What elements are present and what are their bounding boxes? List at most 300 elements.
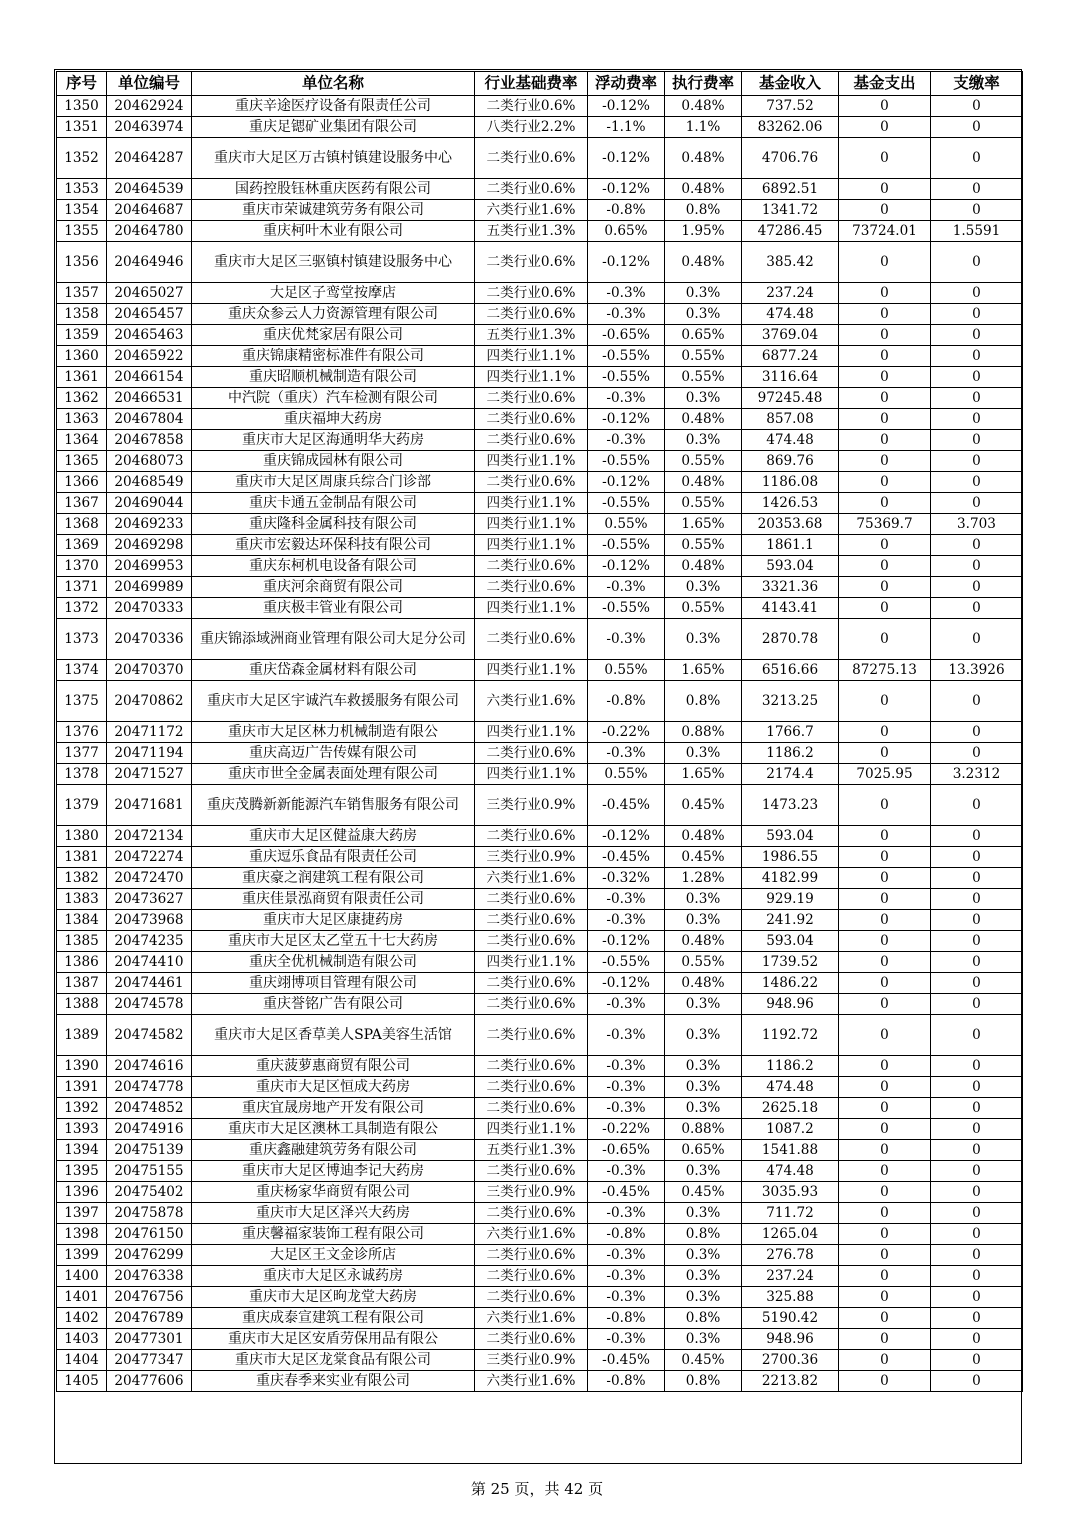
unit-name-cell: 重庆市大足区昫龙堂大药房 — [192, 1287, 475, 1308]
table-row — [57, 785, 1023, 826]
fund-income-cell: 3116.64 — [742, 367, 839, 388]
fund-income-cell: 474.48 — [742, 304, 839, 325]
pay-ratio-cell: 0 — [931, 346, 1023, 367]
table-row — [57, 96, 1023, 117]
fund-expense-cell: 0 — [839, 973, 931, 994]
unit-name-cell: 重庆市大足区康捷药房 — [192, 910, 475, 931]
table-row — [57, 283, 1023, 304]
exec-rate-cell: 0.3% — [665, 1077, 742, 1098]
table-row — [57, 1140, 1023, 1161]
unit-code-cell: 20467804 — [107, 409, 192, 430]
fund-expense-cell: 0 — [839, 179, 931, 200]
fund-income-cell: 237.24 — [742, 283, 839, 304]
base-rate-cell: 四类行业1.1% — [475, 367, 588, 388]
fund-expense-cell: 0 — [839, 722, 931, 743]
base-rate-cell: 四类行业1.1% — [475, 535, 588, 556]
unit-name-cell: 重庆市大足区周康兵综合门诊部 — [192, 472, 475, 493]
exec-rate-cell: 0.8% — [665, 200, 742, 221]
exec-rate-cell: 0.3% — [665, 1245, 742, 1266]
fund-income-cell: 6877.24 — [742, 346, 839, 367]
base-rate-cell: 四类行业1.1% — [475, 598, 588, 619]
unit-name-cell: 重庆锦添域洲商业管理有限公司大足分公司 — [192, 619, 475, 660]
row-index-cell: 1392 — [57, 1098, 107, 1119]
table-row — [57, 660, 1023, 681]
unit-name-cell: 重庆市荣诚建筑劳务有限公司 — [192, 200, 475, 221]
float-rate-cell: -0.12% — [588, 179, 665, 200]
table-row — [57, 619, 1023, 660]
base-rate-cell: 四类行业1.1% — [475, 660, 588, 681]
exec-rate-cell: 0.8% — [665, 1224, 742, 1245]
pay-ratio-cell: 0 — [931, 952, 1023, 973]
exec-rate-cell: 0.3% — [665, 388, 742, 409]
unit-code-cell: 20465463 — [107, 325, 192, 346]
row-index-cell: 1375 — [57, 681, 107, 722]
float-rate-cell: -0.3% — [588, 1015, 665, 1056]
row-index-cell: 1365 — [57, 451, 107, 472]
table-row — [57, 868, 1023, 889]
unit-name-cell: 重庆市大足区安盾劳保用品有限公 — [192, 1329, 475, 1350]
exec-rate-cell: 0.3% — [665, 430, 742, 451]
unit-code-cell: 20474852 — [107, 1098, 192, 1119]
fund-income-cell: 869.76 — [742, 451, 839, 472]
fund-expense-cell: 0 — [839, 598, 931, 619]
table-row — [57, 847, 1023, 868]
exec-rate-cell: 0.3% — [665, 1287, 742, 1308]
row-index-cell: 1364 — [57, 430, 107, 451]
base-rate-cell: 四类行业1.1% — [475, 764, 588, 785]
pay-ratio-cell: 0 — [931, 785, 1023, 826]
row-index-cell: 1363 — [57, 409, 107, 430]
base-rate-cell: 二类行业0.6% — [475, 1098, 588, 1119]
row-index-cell: 1377 — [57, 743, 107, 764]
unit-code-cell: 20476789 — [107, 1308, 192, 1329]
float-rate-cell: -0.3% — [588, 994, 665, 1015]
pay-ratio-cell: 0 — [931, 994, 1023, 1015]
unit-code-cell: 20468073 — [107, 451, 192, 472]
float-rate-cell: -0.32% — [588, 868, 665, 889]
unit-code-cell: 20474916 — [107, 1119, 192, 1140]
exec-rate-cell: 0.88% — [665, 722, 742, 743]
unit-name-cell: 重庆市大足区健益康大药房 — [192, 826, 475, 847]
fund-expense-cell: 0 — [839, 1266, 931, 1287]
unit-name-cell: 重庆春季来实业有限公司 — [192, 1371, 475, 1392]
table-row — [57, 1371, 1023, 1392]
float-rate-cell: 0.65% — [588, 221, 665, 242]
base-rate-cell: 二类行业0.6% — [475, 577, 588, 598]
fund-expense-cell: 0 — [839, 451, 931, 472]
row-index-cell: 1385 — [57, 931, 107, 952]
float-rate-cell: -0.12% — [588, 931, 665, 952]
unit-name-cell: 重庆锦成园林有限公司 — [192, 451, 475, 472]
exec-rate-cell: 0.45% — [665, 847, 742, 868]
exec-rate-cell: 1.28% — [665, 868, 742, 889]
fund-income-cell: 1473.23 — [742, 785, 839, 826]
fund-expense-cell: 0 — [839, 743, 931, 764]
col-header-pay-ratio: 支缴率 — [931, 72, 1023, 96]
table-row — [57, 1077, 1023, 1098]
fund-income-cell: 1766.7 — [742, 722, 839, 743]
fund-expense-cell: 0 — [839, 242, 931, 283]
row-index-cell: 1361 — [57, 367, 107, 388]
pay-ratio-cell: 0 — [931, 910, 1023, 931]
float-rate-cell: -0.8% — [588, 200, 665, 221]
base-rate-cell: 二类行业0.6% — [475, 430, 588, 451]
row-index-cell: 1360 — [57, 346, 107, 367]
fund-expense-cell: 0 — [839, 325, 931, 346]
unit-code-cell: 20469233 — [107, 514, 192, 535]
pay-ratio-cell: 0 — [931, 304, 1023, 325]
base-rate-cell: 三类行业0.9% — [475, 1182, 588, 1203]
unit-name-cell: 重庆优梵家居有限公司 — [192, 325, 475, 346]
exec-rate-cell: 0.48% — [665, 96, 742, 117]
pay-ratio-cell: 0 — [931, 826, 1023, 847]
unit-code-cell: 20474616 — [107, 1056, 192, 1077]
exec-rate-cell: 0.8% — [665, 1308, 742, 1329]
exec-rate-cell: 0.3% — [665, 1056, 742, 1077]
float-rate-cell: -0.45% — [588, 785, 665, 826]
table-row — [57, 1182, 1023, 1203]
float-rate-cell: -0.3% — [588, 283, 665, 304]
fund-expense-cell: 0 — [839, 577, 931, 598]
exec-rate-cell: 0.48% — [665, 931, 742, 952]
unit-name-cell: 重庆市大足区永诚药房 — [192, 1266, 475, 1287]
base-rate-cell: 三类行业0.9% — [475, 847, 588, 868]
unit-name-cell: 重庆市大足区泽兴大药房 — [192, 1203, 475, 1224]
pay-ratio-cell: 0 — [931, 325, 1023, 346]
exec-rate-cell: 0.48% — [665, 138, 742, 179]
row-index-cell: 1383 — [57, 889, 107, 910]
table-row — [57, 367, 1023, 388]
fund-expense-cell: 0 — [839, 1140, 931, 1161]
row-index-cell: 1380 — [57, 826, 107, 847]
pay-ratio-cell: 0 — [931, 430, 1023, 451]
fund-expense-cell: 0 — [839, 346, 931, 367]
pay-ratio-cell: 0 — [931, 138, 1023, 179]
exec-rate-cell: 0.48% — [665, 409, 742, 430]
float-rate-cell: -0.65% — [588, 1140, 665, 1161]
exec-rate-cell: 1.95% — [665, 221, 742, 242]
exec-rate-cell: 0.3% — [665, 1161, 742, 1182]
fund-expense-cell: 0 — [839, 1245, 931, 1266]
fund-expense-cell: 0 — [839, 1119, 931, 1140]
fund-expense-cell: 0 — [839, 785, 931, 826]
fund-expense-cell: 0 — [839, 1203, 931, 1224]
table-row — [57, 221, 1023, 242]
table-row — [57, 910, 1023, 931]
unit-code-cell: 20463974 — [107, 117, 192, 138]
col-header-unit-code: 单位编号 — [107, 72, 192, 96]
exec-rate-cell: 0.88% — [665, 1119, 742, 1140]
exec-rate-cell: 0.3% — [665, 994, 742, 1015]
table-row — [57, 1287, 1023, 1308]
base-rate-cell: 二类行业0.6% — [475, 889, 588, 910]
pay-ratio-cell: 0 — [931, 388, 1023, 409]
fund-income-cell: 1541.88 — [742, 1140, 839, 1161]
fund-expense-cell: 0 — [839, 952, 931, 973]
row-index-cell: 1379 — [57, 785, 107, 826]
unit-code-cell: 20465922 — [107, 346, 192, 367]
row-index-cell: 1403 — [57, 1329, 107, 1350]
exec-rate-cell: 0.3% — [665, 1329, 742, 1350]
unit-code-cell: 20476756 — [107, 1287, 192, 1308]
fund-income-cell: 20353.68 — [742, 514, 839, 535]
fund-income-cell: 737.52 — [742, 96, 839, 117]
base-rate-cell: 五类行业1.3% — [475, 1140, 588, 1161]
table-row — [57, 681, 1023, 722]
table-row — [57, 1161, 1023, 1182]
fund-income-cell: 3213.25 — [742, 681, 839, 722]
table-row — [57, 1119, 1023, 1140]
pay-ratio-cell: 0 — [931, 1015, 1023, 1056]
fund-table — [56, 71, 1023, 1392]
pay-ratio-cell: 0 — [931, 1140, 1023, 1161]
base-rate-cell: 二类行业0.6% — [475, 1287, 588, 1308]
float-rate-cell: -0.55% — [588, 367, 665, 388]
fund-income-cell: 385.42 — [742, 242, 839, 283]
row-index-cell: 1371 — [57, 577, 107, 598]
row-index-cell: 1372 — [57, 598, 107, 619]
fund-income-cell: 276.78 — [742, 1245, 839, 1266]
fund-expense-cell: 0 — [839, 138, 931, 179]
exec-rate-cell: 0.55% — [665, 952, 742, 973]
float-rate-cell: -0.3% — [588, 304, 665, 325]
unit-code-cell: 20470370 — [107, 660, 192, 681]
fund-expense-cell: 0 — [839, 1015, 931, 1056]
unit-code-cell: 20468549 — [107, 472, 192, 493]
fund-income-cell: 1192.72 — [742, 1015, 839, 1056]
pay-ratio-cell: 0 — [931, 1371, 1023, 1392]
pay-ratio-cell: 0 — [931, 1119, 1023, 1140]
pay-ratio-cell: 0 — [931, 889, 1023, 910]
unit-name-cell: 重庆市大足区澳林工具制造有限公 — [192, 1119, 475, 1140]
unit-name-cell: 重庆市大足区香草美人SPA美容生活馆 — [192, 1015, 475, 1056]
exec-rate-cell: 0.3% — [665, 304, 742, 325]
base-rate-cell: 二类行业0.6% — [475, 242, 588, 283]
table-row — [57, 931, 1023, 952]
row-index-cell: 1404 — [57, 1350, 107, 1371]
pay-ratio-cell: 0 — [931, 931, 1023, 952]
fund-expense-cell: 0 — [839, 493, 931, 514]
fund-expense-cell: 0 — [839, 200, 931, 221]
float-rate-cell: -0.3% — [588, 743, 665, 764]
fund-income-cell: 1486.22 — [742, 973, 839, 994]
unit-name-cell: 重庆众参云人力资源管理有限公司 — [192, 304, 475, 325]
base-rate-cell: 二类行业0.6% — [475, 1056, 588, 1077]
row-index-cell: 1388 — [57, 994, 107, 1015]
col-header-unit-name: 单位名称 — [192, 72, 475, 96]
base-rate-cell: 二类行业0.6% — [475, 96, 588, 117]
table-row — [57, 346, 1023, 367]
unit-name-cell: 重庆市大足区宇诚汽车救援服务有限公司 — [192, 681, 475, 722]
fund-income-cell: 857.08 — [742, 409, 839, 430]
base-rate-cell: 二类行业0.6% — [475, 304, 588, 325]
unit-code-cell: 20475878 — [107, 1203, 192, 1224]
float-rate-cell: -0.8% — [588, 1371, 665, 1392]
row-index-cell: 1359 — [57, 325, 107, 346]
row-index-cell: 1398 — [57, 1224, 107, 1245]
fund-income-cell: 2174.4 — [742, 764, 839, 785]
float-rate-cell: -0.12% — [588, 96, 665, 117]
fund-expense-cell: 0 — [839, 1161, 931, 1182]
table-row — [57, 889, 1023, 910]
base-rate-cell: 四类行业1.1% — [475, 514, 588, 535]
base-rate-cell: 二类行业0.6% — [475, 994, 588, 1015]
pay-ratio-cell: 0 — [931, 179, 1023, 200]
pay-ratio-cell: 0 — [931, 493, 1023, 514]
unit-name-cell: 重庆馨福家装饰工程有限公司 — [192, 1224, 475, 1245]
float-rate-cell: 0.55% — [588, 660, 665, 681]
pay-ratio-cell: 0 — [931, 117, 1023, 138]
row-index-cell: 1368 — [57, 514, 107, 535]
exec-rate-cell: 0.48% — [665, 826, 742, 847]
float-rate-cell: -0.45% — [588, 1350, 665, 1371]
unit-code-cell: 20473968 — [107, 910, 192, 931]
base-rate-cell: 二类行业0.6% — [475, 138, 588, 179]
float-rate-cell: -0.3% — [588, 577, 665, 598]
exec-rate-cell: 0.45% — [665, 1182, 742, 1203]
unit-code-cell: 20469298 — [107, 535, 192, 556]
unit-name-cell: 重庆市大足区万古镇村镇建设服务中心 — [192, 138, 475, 179]
base-rate-cell: 二类行业0.6% — [475, 1161, 588, 1182]
pay-ratio-cell: 3.2312 — [931, 764, 1023, 785]
fund-expense-cell: 0 — [839, 994, 931, 1015]
fund-expense-cell: 0 — [839, 619, 931, 660]
unit-code-cell: 20469989 — [107, 577, 192, 598]
pay-ratio-cell: 0 — [931, 1056, 1023, 1077]
unit-name-cell: 重庆卡通五金制品有限公司 — [192, 493, 475, 514]
pay-ratio-cell: 0 — [931, 556, 1023, 577]
fund-income-cell: 1986.55 — [742, 847, 839, 868]
float-rate-cell: -0.8% — [588, 1224, 665, 1245]
exec-rate-cell: 1.65% — [665, 764, 742, 785]
float-rate-cell: -0.3% — [588, 1266, 665, 1287]
float-rate-cell: -0.22% — [588, 1119, 665, 1140]
fund-income-cell: 5190.42 — [742, 1308, 839, 1329]
unit-name-cell: 重庆市大足区三驱镇村镇建设服务中心 — [192, 242, 475, 283]
fund-expense-cell: 0 — [839, 304, 931, 325]
table-row — [57, 1308, 1023, 1329]
float-rate-cell: -0.3% — [588, 388, 665, 409]
row-index-cell: 1378 — [57, 764, 107, 785]
unit-code-cell: 20469953 — [107, 556, 192, 577]
fund-income-cell: 6516.66 — [742, 660, 839, 681]
pay-ratio-cell: 0 — [931, 1224, 1023, 1245]
pay-ratio-cell: 0 — [931, 847, 1023, 868]
base-rate-cell: 三类行业0.9% — [475, 785, 588, 826]
fund-expense-cell: 0 — [839, 889, 931, 910]
fund-income-cell: 474.48 — [742, 430, 839, 451]
pay-ratio-cell: 0 — [931, 743, 1023, 764]
col-header-fund-income: 基金收入 — [742, 72, 839, 96]
exec-rate-cell: 0.55% — [665, 367, 742, 388]
row-index-cell: 1394 — [57, 1140, 107, 1161]
table-row — [57, 409, 1023, 430]
float-rate-cell: -0.3% — [588, 430, 665, 451]
base-rate-cell: 五类行业1.3% — [475, 221, 588, 242]
pay-ratio-cell: 0 — [931, 1182, 1023, 1203]
fund-expense-cell: 0 — [839, 847, 931, 868]
unit-name-cell: 重庆市大足区海通明华大药房 — [192, 430, 475, 451]
unit-name-cell: 重庆福坤大药房 — [192, 409, 475, 430]
row-index-cell: 1376 — [57, 722, 107, 743]
row-index-cell: 1384 — [57, 910, 107, 931]
fund-expense-cell: 0 — [839, 1077, 931, 1098]
exec-rate-cell: 0.3% — [665, 619, 742, 660]
unit-code-cell: 20476338 — [107, 1266, 192, 1287]
unit-code-cell: 20465457 — [107, 304, 192, 325]
float-rate-cell: -0.45% — [588, 1182, 665, 1203]
exec-rate-cell: 1.65% — [665, 660, 742, 681]
base-rate-cell: 六类行业1.6% — [475, 681, 588, 722]
base-rate-cell: 八类行业2.2% — [475, 117, 588, 138]
fund-income-cell: 83262.06 — [742, 117, 839, 138]
unit-name-cell: 重庆誉铭广告有限公司 — [192, 994, 475, 1015]
pay-ratio-cell: 0 — [931, 1266, 1023, 1287]
float-rate-cell: -0.3% — [588, 619, 665, 660]
exec-rate-cell: 0.55% — [665, 493, 742, 514]
table-row — [57, 764, 1023, 785]
row-index-cell: 1405 — [57, 1371, 107, 1392]
exec-rate-cell: 0.55% — [665, 535, 742, 556]
fund-expense-cell: 0 — [839, 1224, 931, 1245]
base-rate-cell: 二类行业0.6% — [475, 973, 588, 994]
fund-expense-cell: 0 — [839, 472, 931, 493]
float-rate-cell: -0.12% — [588, 556, 665, 577]
unit-name-cell: 重庆锦康精密标准件有限公司 — [192, 346, 475, 367]
fund-expense-cell: 0 — [839, 117, 931, 138]
row-index-cell: 1397 — [57, 1203, 107, 1224]
fund-income-cell: 47286.45 — [742, 221, 839, 242]
unit-code-cell: 20475402 — [107, 1182, 192, 1203]
row-index-cell: 1366 — [57, 472, 107, 493]
unit-name-cell: 重庆逗乐食品有限责任公司 — [192, 847, 475, 868]
row-index-cell: 1352 — [57, 138, 107, 179]
exec-rate-cell: 0.48% — [665, 242, 742, 283]
unit-code-cell: 20471172 — [107, 722, 192, 743]
unit-code-cell: 20464780 — [107, 221, 192, 242]
pay-ratio-cell: 0 — [931, 598, 1023, 619]
unit-name-cell: 重庆辛途医疗设备有限责任公司 — [192, 96, 475, 117]
unit-name-cell: 重庆市大足区林力机械制造有限公 — [192, 722, 475, 743]
table-row — [57, 1224, 1023, 1245]
base-rate-cell: 六类行业1.6% — [475, 1224, 588, 1245]
table-row — [57, 451, 1023, 472]
table-row — [57, 430, 1023, 451]
unit-code-cell: 20477606 — [107, 1371, 192, 1392]
unit-code-cell: 20471527 — [107, 764, 192, 785]
float-rate-cell: -0.3% — [588, 1329, 665, 1350]
base-rate-cell: 二类行业0.6% — [475, 743, 588, 764]
float-rate-cell: -0.3% — [588, 1056, 665, 1077]
float-rate-cell: -0.55% — [588, 598, 665, 619]
pay-ratio-cell: 0 — [931, 96, 1023, 117]
unit-code-cell: 20476150 — [107, 1224, 192, 1245]
fund-expense-cell: 0 — [839, 535, 931, 556]
row-index-cell: 1357 — [57, 283, 107, 304]
fund-expense-cell: 75369.7 — [839, 514, 931, 535]
pay-ratio-cell: 0 — [931, 1098, 1023, 1119]
exec-rate-cell: 1.65% — [665, 514, 742, 535]
pay-ratio-cell: 0 — [931, 1308, 1023, 1329]
fund-expense-cell: 0 — [839, 367, 931, 388]
fund-expense-cell: 0 — [839, 1287, 931, 1308]
float-rate-cell: -0.22% — [588, 722, 665, 743]
pay-ratio-cell: 1.5591 — [931, 221, 1023, 242]
unit-name-cell: 国药控股钰林重庆医药有限公司 — [192, 179, 475, 200]
unit-name-cell: 重庆东柯机电设备有限公司 — [192, 556, 475, 577]
unit-name-cell: 重庆市大足区太乙堂五十七大药房 — [192, 931, 475, 952]
base-rate-cell: 六类行业1.6% — [475, 868, 588, 889]
